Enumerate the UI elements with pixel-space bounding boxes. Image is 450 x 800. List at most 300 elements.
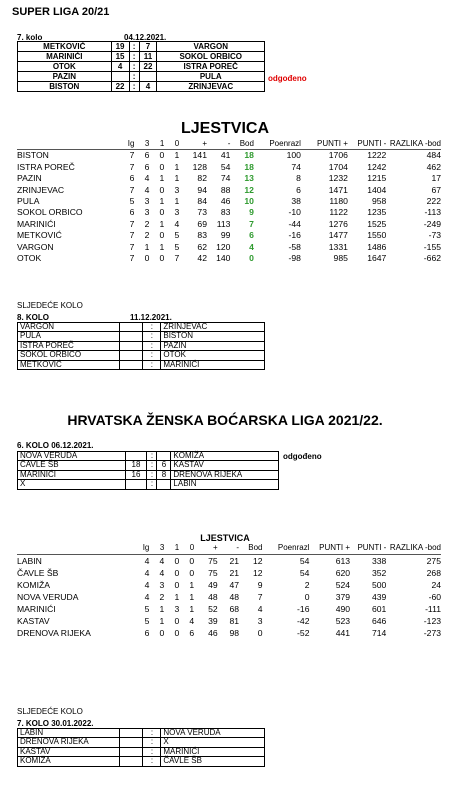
stat-cell: 52	[208, 604, 218, 614]
stat-cell: 1	[189, 592, 195, 602]
stat-cell: -111	[425, 604, 441, 614]
stat-cell: 500	[371, 580, 387, 590]
away-team: ZRINJEVAC	[157, 82, 265, 92]
stat-cell: 83	[197, 230, 207, 241]
stat-cell: 1	[189, 604, 195, 614]
fixture-row	[18, 738, 265, 747]
stat-cell: 3	[174, 604, 180, 614]
stat-cell: 73	[197, 207, 207, 218]
stat-cell: 2	[144, 230, 150, 241]
stat-cell: 2	[144, 218, 150, 229]
stat-cell: 3	[174, 184, 180, 195]
away-team: DRENOVA RIJEKA	[171, 470, 279, 479]
column-header: -	[236, 543, 240, 552]
women-standings-table	[17, 542, 441, 639]
stat-cell: 82	[197, 173, 207, 184]
stat-cell: 120	[216, 241, 231, 252]
score-separator: :	[143, 323, 161, 332]
stat-cell: 338	[350, 555, 386, 568]
points-cell: 9	[257, 580, 263, 590]
stat-cell: 523	[335, 616, 351, 626]
stat-cell: -16	[288, 230, 301, 241]
stat-cell: 0	[159, 207, 165, 218]
stat-cell: 100	[254, 150, 301, 162]
stat-cell: 1404	[367, 184, 387, 195]
score-separator: :	[143, 341, 161, 350]
women-round-label: 6. KOLO 06.12.2021.	[17, 441, 94, 450]
stat-cell: 7	[129, 241, 135, 252]
away-team: KOMIŽA	[171, 452, 279, 461]
women-standings-heading: LJESTVICA	[200, 533, 250, 543]
points-cell: 6	[249, 230, 254, 241]
stat-cell: 1471	[328, 184, 348, 195]
column-header: RAZLIKA -bod	[389, 139, 441, 148]
stat-cell: 7	[129, 230, 135, 241]
home-score	[111, 72, 129, 82]
stat-cell: 5	[129, 196, 135, 207]
stat-cell: 1331	[328, 241, 348, 252]
next-round-label: 8. KOLO	[17, 313, 50, 322]
standings-row	[17, 627, 441, 639]
stat-cell: 83	[220, 207, 231, 218]
stat-cell: 1222	[348, 150, 386, 162]
score-separator: :	[143, 747, 161, 756]
stat-cell: -98	[288, 253, 301, 264]
away-team: PAZIN	[161, 341, 265, 350]
column-header: -	[227, 139, 231, 148]
score-separator: :	[129, 82, 139, 92]
home-team: NOVA VERUDA	[18, 452, 126, 461]
standings-row	[17, 150, 441, 162]
match-row	[18, 480, 279, 489]
team-name: LABIN	[17, 555, 134, 568]
women-round-results-table	[17, 451, 279, 490]
stat-cell: 1242	[367, 161, 387, 172]
stat-cell: 222	[426, 196, 441, 207]
away-team: ČAVLE ŠB	[161, 757, 265, 766]
score-separator: :	[143, 729, 161, 738]
home-team: ISTRA POREČ	[18, 341, 120, 350]
column-header: RAZLIKA -bod	[389, 543, 441, 552]
away-score	[157, 480, 171, 489]
points-cell: 18	[230, 150, 253, 162]
standings-row	[17, 253, 441, 264]
standings-row	[17, 615, 441, 627]
home-score-empty	[119, 738, 143, 747]
postponed-note: odgođeno	[268, 74, 307, 83]
away-score	[139, 72, 157, 82]
column-header: 1	[159, 139, 165, 148]
team-name: NOVA VERUDA	[17, 592, 79, 602]
stat-cell: -10	[288, 207, 301, 218]
stat-cell: 7	[129, 184, 135, 195]
stat-cell: 0	[159, 230, 165, 241]
column-header: PUNTI +	[319, 543, 351, 552]
column-header: PUNTI -	[357, 543, 387, 552]
stat-cell: 74	[291, 161, 301, 172]
stat-cell: 0	[174, 568, 180, 578]
home-team: METKOVIĆ	[18, 360, 120, 369]
stat-cell: 0	[144, 253, 150, 264]
stat-cell: 0	[174, 580, 180, 590]
stat-cell: 94	[197, 184, 207, 195]
stat-cell: 352	[371, 568, 387, 578]
stat-cell: -60	[428, 592, 441, 602]
fixture-row	[18, 757, 265, 766]
score-separator: :	[147, 452, 157, 461]
stat-cell: -16	[297, 604, 310, 614]
stat-cell: 54	[220, 161, 231, 172]
team-name: MARINIĆI	[17, 218, 56, 229]
stat-cell: 1706	[301, 150, 348, 162]
home-team: LABIN	[18, 729, 120, 738]
home-score-empty	[119, 360, 143, 369]
stat-cell: 3	[144, 207, 150, 218]
away-score: 11	[139, 52, 157, 62]
standings-row	[17, 230, 441, 241]
stat-cell: 5	[174, 230, 180, 241]
team-name: SOKOL ORBICO	[17, 207, 83, 218]
team-name: METKOVIĆ	[17, 230, 62, 241]
home-score-empty	[119, 747, 143, 756]
column-header: Bod	[248, 543, 263, 552]
home-score-empty	[119, 757, 143, 766]
stat-cell: 4	[144, 580, 150, 590]
home-team: MARINIĆI	[18, 470, 126, 479]
stat-cell: 1235	[367, 207, 387, 218]
points-cell: 3	[257, 616, 263, 626]
stat-cell: 441	[335, 628, 351, 638]
away-team: PULA	[157, 72, 265, 82]
fixture-row	[18, 351, 265, 360]
home-score: 4	[111, 62, 129, 72]
stat-cell: 113	[216, 218, 231, 229]
standings-row	[17, 207, 441, 218]
stat-cell: 1525	[367, 218, 387, 229]
stat-cell: 4	[159, 568, 165, 578]
stat-cell: 1215	[367, 173, 387, 184]
stat-cell: 6	[129, 207, 135, 218]
away-team: LABIN	[171, 480, 279, 489]
score-separator: :	[129, 52, 139, 62]
stat-cell: 1	[164, 150, 179, 162]
column-header: 1	[174, 543, 180, 552]
away-team: MARINIĆI	[161, 360, 265, 369]
stat-cell: 4	[144, 184, 150, 195]
points-cell: 12	[252, 568, 263, 578]
stat-cell: 6	[144, 161, 150, 172]
home-score-empty	[119, 351, 143, 360]
stat-cell: 1180	[329, 196, 348, 207]
stat-cell: 1486	[367, 241, 387, 252]
stat-cell: 0	[159, 628, 165, 638]
stat-cell: 1232	[328, 173, 348, 184]
column-header: Bod	[239, 139, 254, 148]
away-team: X	[161, 738, 265, 747]
match-row	[18, 72, 265, 82]
stat-cell: 1	[159, 604, 165, 614]
home-team: SOKOL ORBICO	[18, 351, 120, 360]
home-team: BISTON	[18, 82, 112, 92]
points-cell: 10	[244, 196, 254, 207]
stat-cell: 3	[174, 207, 180, 218]
stat-cell: 620	[335, 568, 351, 578]
score-separator: :	[147, 461, 157, 470]
round7-results-table	[17, 41, 265, 92]
away-team: VARGON	[157, 42, 265, 52]
score-separator: :	[129, 72, 139, 82]
stat-cell: 7	[174, 253, 180, 264]
stat-cell: 7	[129, 161, 135, 172]
stat-cell: 0	[174, 616, 180, 626]
stat-cell: 128	[192, 161, 207, 172]
stat-cell: 54	[263, 555, 310, 568]
column-header: 3	[144, 139, 150, 148]
stat-cell: 490	[335, 604, 351, 614]
fixture-row	[18, 332, 265, 341]
fixture-row	[18, 323, 265, 332]
team-name: BISTON	[17, 150, 117, 162]
stat-cell: 48	[208, 592, 218, 602]
stat-cell: 439	[371, 592, 387, 602]
fixture-row	[18, 360, 265, 369]
stat-cell: 1	[174, 173, 180, 184]
stat-cell: -273	[423, 628, 441, 638]
stat-cell: 54	[299, 568, 310, 578]
stat-cell: 6	[134, 150, 149, 162]
next-round-intro: SLJEDEĆE KOLO	[17, 301, 83, 310]
points-cell: 0	[249, 253, 254, 264]
stat-cell: 6	[144, 628, 150, 638]
match-row	[18, 470, 279, 479]
stat-cell: 5	[174, 241, 180, 252]
home-team: MARINIĆI	[18, 52, 112, 62]
standings-row	[17, 603, 441, 615]
stat-cell: 6	[189, 628, 195, 638]
stat-cell: -155	[423, 241, 441, 252]
stat-cell: -42	[297, 616, 310, 626]
stat-cell: 140	[216, 253, 231, 264]
stat-cell: 62	[197, 241, 207, 252]
team-name: OTOK	[17, 253, 42, 264]
points-cell: 4	[257, 604, 263, 614]
stat-cell: 1	[144, 241, 150, 252]
points-cell: 7	[249, 218, 254, 229]
stat-cell: 68	[229, 604, 240, 614]
stat-cell: 7	[117, 150, 134, 162]
round-date: 04.12.2021.	[124, 33, 167, 42]
score-separator: :	[129, 62, 139, 72]
stat-cell: 4	[144, 173, 150, 184]
stat-cell: 484	[386, 150, 441, 162]
column-header: PUNTI -	[357, 139, 387, 148]
stat-cell: -58	[288, 241, 301, 252]
away-team: OTOK	[161, 351, 265, 360]
fixture-row	[18, 747, 265, 756]
stat-cell: 4	[144, 568, 150, 578]
home-team: DRENOVA RIJEKA	[18, 738, 120, 747]
stat-cell: 0	[189, 568, 195, 578]
home-score: 22	[111, 82, 129, 92]
stat-cell: 7	[129, 253, 135, 264]
points-cell: 13	[244, 173, 254, 184]
stat-cell: 69	[197, 218, 207, 229]
column-header: 3	[159, 543, 165, 552]
stat-cell: 4	[189, 616, 195, 626]
home-team: VARGON	[18, 323, 120, 332]
column-header: Poenrazl	[277, 543, 310, 552]
stat-cell: 1	[174, 592, 180, 602]
stat-cell: 1276	[328, 218, 348, 229]
score-separator: :	[147, 480, 157, 489]
stat-cell: 46	[208, 628, 218, 638]
home-score	[125, 480, 147, 489]
team-name: ZRINJEVAC	[17, 184, 65, 195]
stat-cell: 1	[159, 616, 165, 626]
column-header: PUNTI +	[316, 139, 348, 148]
stat-cell: 0	[179, 555, 194, 568]
away-team: ISTRA POREČ	[157, 62, 265, 72]
home-score: 16	[125, 470, 147, 479]
home-team: X	[18, 480, 126, 489]
women-postponed-note: odgođeno	[283, 452, 322, 461]
away-score: 6	[157, 461, 171, 470]
stat-cell: 5	[144, 616, 150, 626]
standings-row	[17, 555, 441, 568]
stat-cell: 8	[296, 173, 301, 184]
away-team: BISTON	[161, 332, 265, 341]
stat-cell: 98	[229, 628, 240, 638]
standings-heading: LJESTVICA	[180, 120, 269, 137]
away-score: 4	[139, 82, 157, 92]
stat-cell: 6	[129, 173, 135, 184]
match-row	[18, 42, 265, 52]
home-team: PULA	[18, 332, 120, 341]
match-row	[18, 82, 265, 92]
standings-header-row	[17, 138, 441, 150]
score-separator: :	[129, 42, 139, 52]
stat-cell: 985	[333, 253, 348, 264]
team-name: ISTRA POREČ	[17, 161, 75, 172]
stat-cell: 0	[159, 161, 165, 172]
points-cell: 7	[257, 592, 263, 602]
women-league-heading: HRVATSKA ŽENSKA BOĆARSKA LIGA 2021/22.	[67, 412, 383, 428]
stat-cell: 3	[159, 580, 165, 590]
home-team: ČAVLE ŠB	[18, 461, 126, 470]
next-round-date: 11.12.2021.	[130, 313, 172, 322]
points-cell: 4	[249, 241, 254, 252]
stat-cell: 6	[296, 184, 301, 195]
stat-cell: 0	[304, 592, 310, 602]
stat-cell: -113	[424, 207, 441, 218]
stat-cell: 613	[309, 555, 350, 568]
stat-cell: 81	[229, 616, 240, 626]
stat-cell: 1122	[329, 207, 348, 218]
stat-cell: 5	[144, 604, 150, 614]
match-row	[18, 461, 279, 470]
team-name: DRENOVA RIJEKA	[17, 628, 91, 638]
stat-cell: 1	[159, 241, 165, 252]
home-score-empty	[119, 332, 143, 341]
stat-cell: 1	[159, 196, 165, 207]
home-team: KASTAV	[18, 747, 120, 756]
match-row	[18, 52, 265, 62]
standings-header-row	[17, 542, 441, 555]
stat-cell: 1	[174, 196, 180, 207]
stat-cell: 646	[371, 616, 387, 626]
stat-cell: 0	[159, 184, 165, 195]
round-label: 7. kolo	[17, 33, 43, 42]
stat-cell: 1704	[328, 161, 348, 172]
team-name: ČAVLE ŠB	[17, 568, 59, 578]
points-cell: 12	[244, 184, 254, 195]
team-name: KOMIŽA	[17, 580, 50, 590]
away-score: 8	[157, 470, 171, 479]
stat-cell: 74	[220, 173, 231, 184]
women-next-round-table	[17, 728, 265, 767]
standings-row	[17, 579, 441, 591]
stat-cell: 462	[426, 161, 441, 172]
stat-cell: 958	[371, 196, 387, 207]
score-separator: :	[143, 332, 161, 341]
stat-cell: 1	[159, 173, 165, 184]
column-header: 0	[189, 543, 195, 552]
column-header: Poenrazl	[269, 139, 301, 148]
home-team: KOMIŽA	[18, 757, 120, 766]
team-name: VARGON	[17, 241, 54, 252]
standings-row	[17, 185, 441, 196]
standings-row	[17, 162, 441, 173]
stat-cell: 1477	[328, 230, 348, 241]
page-title: SUPER LIGA 20/21	[12, 6, 110, 18]
points-cell: 18	[244, 161, 254, 172]
standings-row	[17, 591, 441, 603]
stat-cell: 2	[159, 592, 165, 602]
header-team-col	[17, 138, 117, 150]
column-header: Ig	[127, 139, 135, 148]
home-score: 18	[125, 461, 147, 470]
standings-row	[17, 567, 441, 579]
stat-cell: 24	[431, 580, 441, 590]
score-separator: :	[143, 738, 161, 747]
stat-cell: 1	[174, 161, 180, 172]
score-separator: :	[143, 757, 161, 766]
away-team: MARINIĆI	[161, 747, 265, 756]
home-score: 19	[111, 42, 129, 52]
stat-cell: 48	[229, 592, 240, 602]
stat-cell: 84	[197, 196, 207, 207]
score-separator: :	[143, 360, 161, 369]
team-name: KASTAV	[17, 616, 50, 626]
away-score: 7	[139, 42, 157, 52]
stat-cell: 88	[220, 184, 231, 195]
home-score-empty	[119, 323, 143, 332]
away-team: SOKOL ORBICO	[157, 52, 265, 62]
stat-cell: 1550	[367, 230, 387, 241]
stat-cell: 21	[229, 568, 240, 578]
column-header: Ig	[142, 543, 150, 552]
score-separator: :	[143, 351, 161, 360]
stat-cell: 49	[208, 580, 218, 590]
stat-cell: 38	[291, 196, 301, 207]
stat-cell: 0	[174, 628, 180, 638]
match-row	[18, 62, 265, 72]
points-cell: 9	[249, 207, 254, 218]
away-score: 22	[139, 62, 157, 72]
stat-cell: 275	[386, 555, 441, 568]
women-next-round-label: 7. KOLO 30.01.2022.	[17, 719, 94, 728]
standings-row	[17, 196, 441, 207]
